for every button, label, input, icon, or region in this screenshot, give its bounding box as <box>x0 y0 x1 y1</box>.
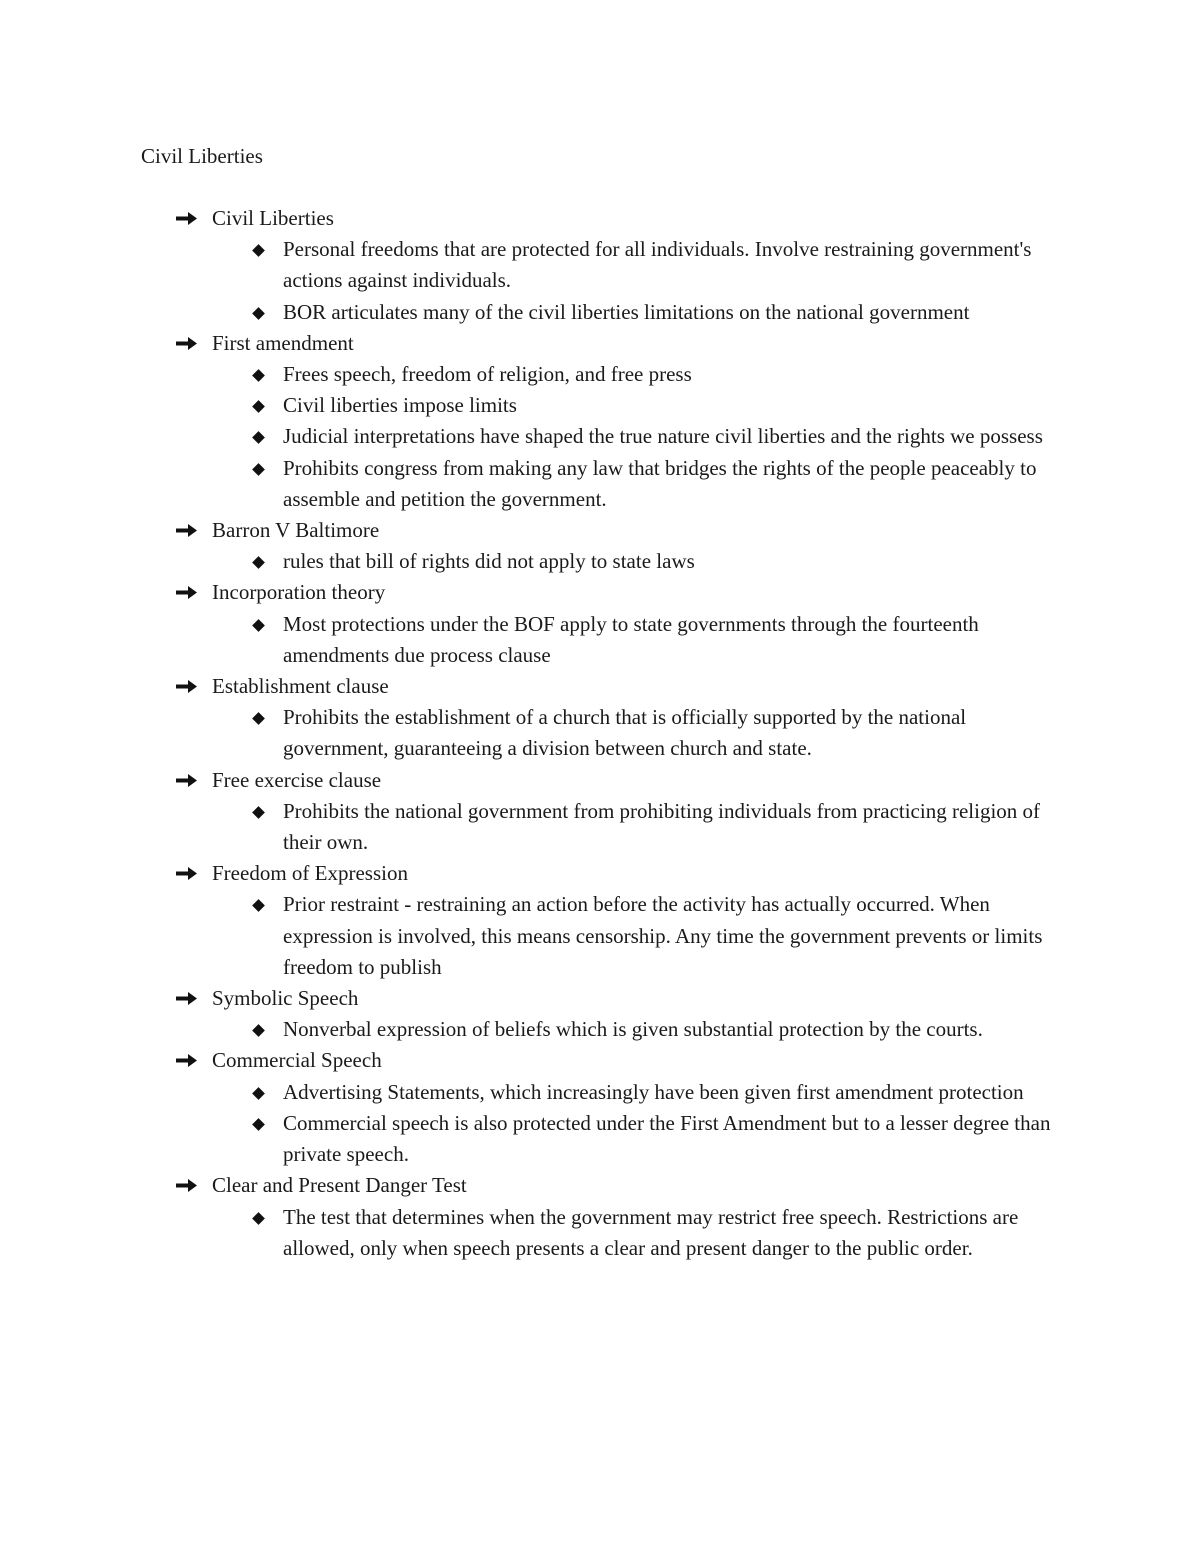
sub-list-item <box>212 1108 1074 1170</box>
diamond-bullet-icon <box>252 463 265 476</box>
outline-heading: Free exercise clause <box>212 767 382 792</box>
diamond-bullet-icon <box>252 556 265 569</box>
sub-list-item <box>212 889 1074 983</box>
right-arrow-icon <box>174 515 202 546</box>
sub-list-text: Prior restraint - restraining an action before the activity has actually occurred. When expression is involved, this means censorship. Any time the government prevents or limits freedom to publish <box>283 892 1043 979</box>
sub-list-text: Personal freedoms that are protected for all individuals. Involve restraining government's actions against individuals. <box>283 237 1032 293</box>
sub-list <box>212 1202 1074 1264</box>
outline-item <box>174 1170 1074 1264</box>
sub-list-text: Commercial speech is also protected under the First Amendment but to a lesser degree than private speech. <box>283 1110 1051 1167</box>
sub-list-text: The test that determines when the government may restrict free speech. Restrictions are allowed, only when speech presents a clear and present danger to the public order. <box>283 1204 1019 1260</box>
outline-heading: Incorporation theory <box>212 580 386 605</box>
sub-list-text: Prohibits the national government from prohibiting individuals from practicing religion of their own. <box>283 798 1041 855</box>
outline-item <box>174 515 1074 577</box>
outline-item <box>174 203 1074 328</box>
sub-list-text: Civil liberties impose limits <box>283 393 517 418</box>
sub-list-text: BOR articulates many of the civil liberties limitations on the national government <box>283 299 970 324</box>
right-arrow-icon <box>174 328 202 359</box>
sub-list-item <box>212 421 1074 452</box>
sub-list-item <box>212 453 1074 515</box>
sub-list <box>212 546 1074 577</box>
outline-heading: Symbolic Speech <box>212 986 359 1011</box>
sub-list-item <box>212 390 1074 421</box>
diamond-bullet-icon <box>252 1087 265 1100</box>
outline-item <box>174 983 1074 1045</box>
sub-list <box>212 796 1074 858</box>
diamond-bullet-icon <box>252 1118 265 1131</box>
outline-heading: Commercial Speech <box>212 1048 382 1073</box>
sub-list-text: Judicial interpretations have shaped the true nature civil liberties and the rights we possess <box>283 424 1043 449</box>
sub-list <box>212 234 1074 328</box>
sub-list <box>212 889 1074 983</box>
sub-list-item <box>212 796 1074 858</box>
right-arrow-icon <box>174 858 202 889</box>
sub-list-item <box>212 1202 1074 1264</box>
outline-item <box>174 1045 1074 1170</box>
outline-item <box>174 858 1074 983</box>
diamond-bullet-icon <box>252 712 265 725</box>
diamond-bullet-icon <box>252 307 265 320</box>
sub-list <box>212 359 1074 515</box>
diamond-bullet-icon <box>252 432 265 445</box>
right-arrow-icon <box>174 1170 202 1201</box>
sub-list <box>212 1014 1074 1045</box>
sub-list-text: Prohibits the establishment of a church that is officially supported by the national government, guaranteeing a division between church and state. <box>283 705 967 761</box>
outline-heading: Freedom of Expression <box>212 861 408 886</box>
sub-list-text: rules that bill of rights did not apply to state laws <box>283 549 695 574</box>
outline-item <box>174 577 1074 671</box>
right-arrow-icon <box>174 203 202 234</box>
diamond-bullet-icon <box>252 1212 265 1225</box>
right-arrow-icon <box>174 577 202 608</box>
diamond-bullet-icon <box>252 244 265 257</box>
document-title: Civil Liberties <box>141 144 263 168</box>
diamond-bullet-icon <box>252 900 265 913</box>
sub-list <box>212 702 1074 764</box>
diamond-bullet-icon <box>252 1024 265 1037</box>
right-arrow-icon <box>174 671 202 702</box>
sub-list-item <box>212 702 1074 764</box>
outline-list <box>174 203 1074 1264</box>
right-arrow-icon <box>174 983 202 1014</box>
diamond-bullet-icon <box>252 806 265 819</box>
outline-heading: Establishment clause <box>212 674 389 699</box>
sub-list <box>212 609 1074 671</box>
diamond-bullet-icon <box>252 619 265 632</box>
sub-list-text: Advertising Statements, which increasingly have been given first amendment protection <box>283 1079 1024 1104</box>
sub-list-text: Nonverbal expression of beliefs which is given substantial protection by the courts. <box>283 1017 983 1042</box>
sub-list-item <box>212 546 1074 577</box>
outline-heading: Barron V Baltimore <box>212 518 380 543</box>
diamond-bullet-icon <box>252 400 265 413</box>
sub-list <box>212 1077 1074 1171</box>
sub-list-text: Prohibits congress from making any law that bridges the rights of the people peaceably to assemble and petition the government. <box>283 455 1037 511</box>
right-arrow-icon <box>174 1045 202 1076</box>
sub-list-text: Frees speech, freedom of religion, and free press <box>283 362 692 387</box>
sub-list-item <box>212 234 1074 296</box>
outline-item <box>174 328 1074 515</box>
right-arrow-icon <box>174 765 202 796</box>
outline-item <box>174 765 1074 859</box>
diamond-bullet-icon <box>252 369 265 382</box>
sub-list-text: Most protections under the BOF apply to state governments through the fourteenth amendments due process clause <box>283 611 979 667</box>
outline-heading: First amendment <box>212 330 354 355</box>
sub-list-item <box>212 1014 1074 1045</box>
outline-heading: Clear and Present Danger Test <box>212 1173 467 1198</box>
sub-list-item <box>212 297 1074 328</box>
sub-list-item <box>212 609 1074 671</box>
sub-list-item <box>212 359 1074 390</box>
outline-item <box>174 671 1074 765</box>
sub-list-item <box>212 1077 1074 1108</box>
outline-heading: Civil Liberties <box>212 206 334 230</box>
